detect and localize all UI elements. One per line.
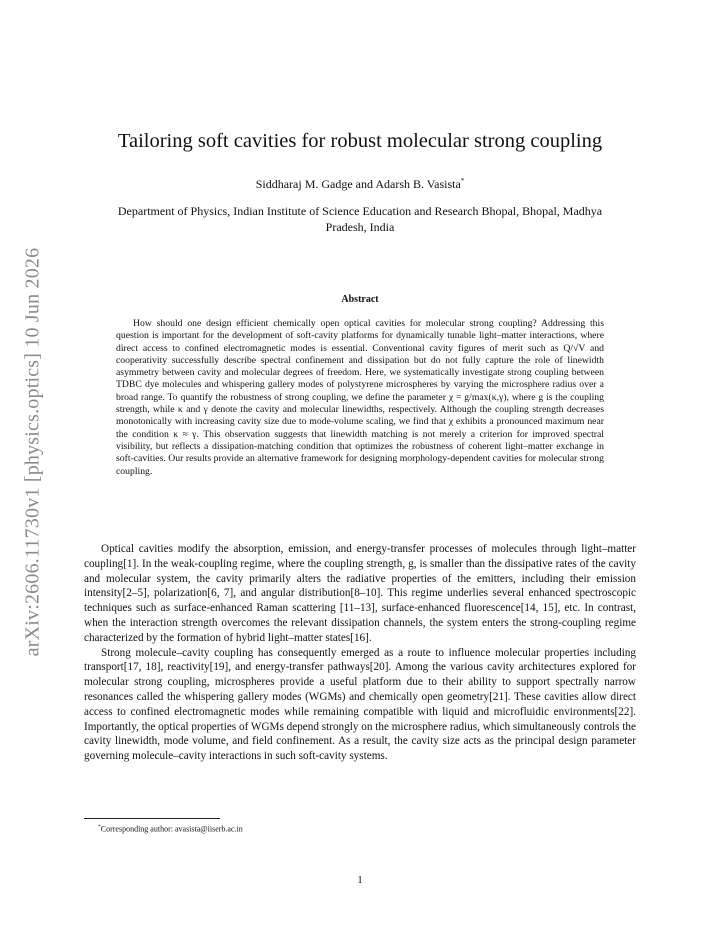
author-names: Siddharaj M. Gadge and Adarsh B. Vasista: [255, 177, 461, 191]
author-line: [0, 177, 720, 192]
body-paragraph: Strong molecule–cavity coupling has consequently emerged as a route to influence molecular properties including transport[17, 18], reactivity[19], and energy-transfer pathways[20]. Among the various cavity architectures explored for molecular strong coupling, microspheres provide a useful platform due to their ability to support spectrally narrow resonances called the whispering gallery modes (WGMs) and chemically open geometry[21]. These cavities allow direct access to confined electromagnetic modes while remaining compatible with liquid and microfluidic environments[22]. Importantly, the optical properties of WGMs depend strongly on the microsphere radius, which simultaneously controls the cavity linewidth, mode volume, and field confinement. As a result, the cavity size acts as the principal design parameter governing molecule–cavity interactions in such soft-cavity systems.: [84, 646, 636, 763]
abstract-heading: Abstract: [341, 294, 379, 305]
paper-title: Tailoring soft cavities for robust molecular strong coupling: [117, 130, 603, 152]
footnote-divider: [84, 818, 220, 819]
footnote-marker: *: [98, 824, 101, 830]
abstract-text: How should one design efficient chemically open optical cavities for molecular strong coupling? Addressing this question is important for the development of soft-cavity platforms for dynamically tunable light–matter interactions, where direct access to confined electromagnetic modes is essential. Conventional cavity figures of merit such as Q/√V and cooperativity successfully describe spectral confinement and dissipation but do not fully capture the role of linewidth asymmetry between cavity and molecular degrees of freedom. Here, we systematically investigate strong coupling between TDBC dye molecules and whispering gallery modes of polystyrene microspheres by varying the microsphere radius over a broad range. To quantify the robustness of strong coupling, we define the parameter χ = g/max(κ,γ), where g is the coupling strength, while κ and γ denote the cavity and molecular linewidths, respectively. Although the coupling strength decreases monotonically with increasing cavity size due to mode-volume scaling, we find that χ exhibits a pronounced maximum near the condition κ ≈ γ. This observation suggests that linewidth matching is not merely a criterion for improved spectral visibility, but reflects a dissipation-matching condition that optimizes the robustness of coherent light–matter exchange in soft-cavities. Our results provide an alternative framework for designing morphology-dependent cavities for molecular strong coupling.: [116, 318, 604, 477]
body-text: [84, 542, 636, 764]
body-paragraph: Optical cavities modify the absorption, emission, and energy-transfer processes of molecules through light–matter coupling[1]. In the weak-coupling regime, where the coupling strength, g, is smaller than the dissipative rates of the cavity and molecular system, the cavity primarily alters the radiative properties of the emitters, including their emission intensity[2–5], polarization[6, 7], and angular distribution[8–10]. This regime underlies several enhanced spectroscopic techniques such as surface-enhanced Raman scattering [11–13], surface-enhanced fluorescence[14, 15], etc. In contrast, when the interaction strength overcomes the relevant dissipation channels, the system enters the strong-coupling regime characterized by the formation of hybrid light–matter states[16].: [84, 543, 636, 644]
arxiv-identifier-stamp: arXiv:2606.11730v1 [physics.optics] 10 Jun 2026: [21, 247, 44, 657]
affiliation: Department of Physics, Indian Institute of Science Education and Research Bhopal, Bhopal, Madhya Pradesh, India: [117, 204, 603, 234]
footnote-text: Corresponding author: avasista@iiserb.ac.in: [100, 824, 243, 834]
corresponding-author-marker: *: [460, 177, 465, 185]
page-number: 1: [357, 874, 363, 886]
footnote: [98, 824, 243, 834]
